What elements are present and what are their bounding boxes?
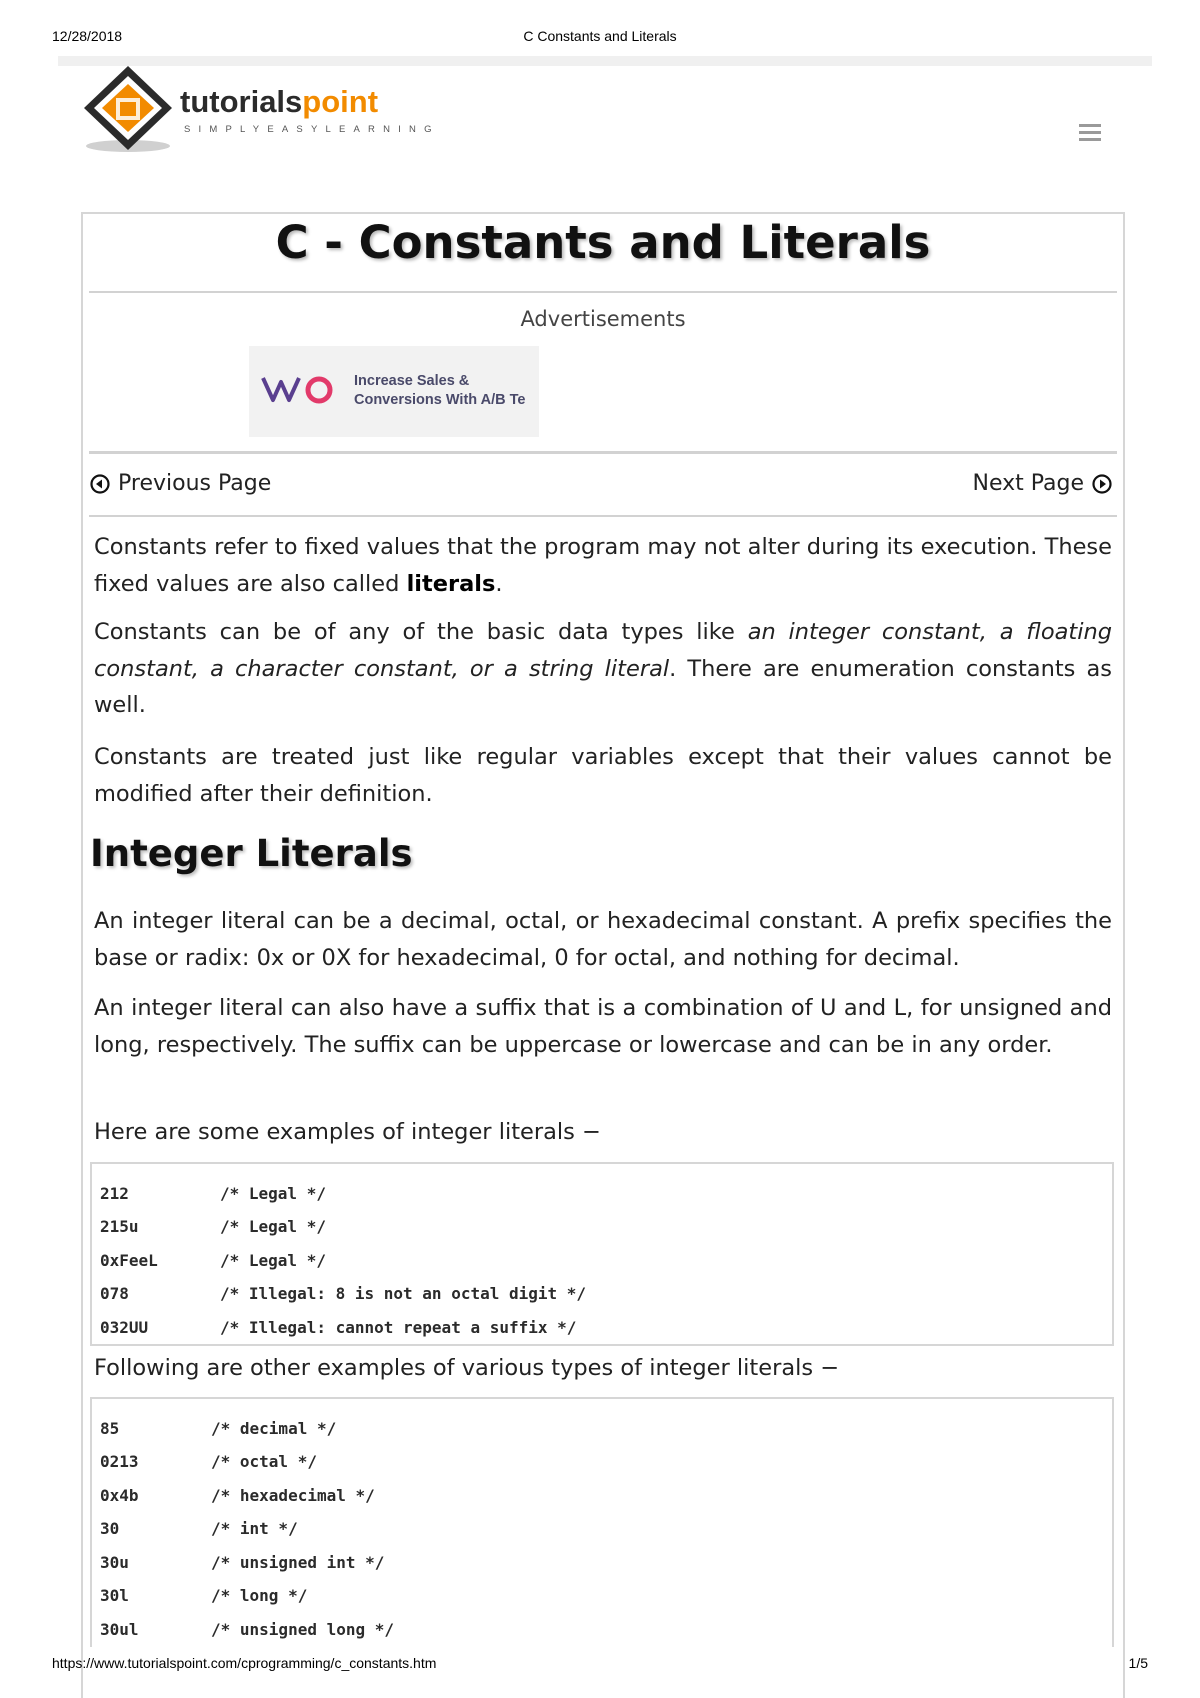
code-line: 215u /* Legal */ bbox=[100, 1217, 326, 1236]
site-logo[interactable] bbox=[78, 62, 438, 172]
code-line: 212 /* Legal */ bbox=[100, 1184, 326, 1203]
data-types-paragraph: Constants can be of any of the basic data types like an integer constant, a floating constant, a character constant, or a string literal. There are enumeration constants as well. bbox=[94, 619, 1112, 718]
print-doc-title: C Constants and Literals bbox=[523, 28, 677, 44]
code-block bbox=[90, 1162, 1114, 1346]
code-line: 0213 /* octal */ bbox=[100, 1452, 317, 1471]
code-line: 0xFeeL /* Legal */ bbox=[100, 1251, 326, 1270]
integer-literal-paragraph: An integer literal can be a decimal, octal, or hexadecimal constant. A prefix specifies the base or radix: 0x or 0X for hexadecimal, 0 for octal, and nothing for decimal. bbox=[94, 908, 1112, 971]
arrow-circle-left-icon bbox=[90, 474, 110, 494]
suffix-paragraph: An integer literal can also have a suffix that is a combination of U and L, for unsigned and long, respectively. The suffix can be uppercase or lowercase and can be in any order. bbox=[94, 995, 1112, 1058]
code-line: 30 /* int */ bbox=[100, 1519, 298, 1538]
print-url: https://www.tutorialspoint.com/cprogramming/c_constants.htm bbox=[52, 1655, 437, 1671]
code-line: 30u /* unsigned int */ bbox=[100, 1553, 385, 1572]
brand-name: tutorialspoint bbox=[180, 84, 379, 119]
print-date: 12/28/2018 bbox=[52, 28, 123, 44]
vwo-logo-icon bbox=[261, 374, 341, 404]
intro-paragraph: Constants refer to fixed values that the program may not alter during its execution. These fixed values are also called literals. bbox=[94, 534, 1112, 597]
other-examples-intro: Following are other examples of various types of integer literals − bbox=[94, 1355, 840, 1381]
code-block bbox=[90, 1397, 1114, 1647]
print-page-number: 1/5 bbox=[1128, 1655, 1148, 1671]
next-page-link[interactable] bbox=[972, 471, 1112, 496]
divider bbox=[89, 291, 1117, 293]
logo-emblem-icon bbox=[78, 62, 178, 162]
code-line: 30ul /* unsigned long */ bbox=[100, 1620, 395, 1639]
print-header bbox=[52, 28, 1148, 48]
hamburger-icon[interactable] bbox=[1079, 124, 1101, 142]
constants-paragraph: Constants are treated just like regular variables except that their values cannot be modified after their definition. bbox=[94, 744, 1112, 807]
code-line: 078 /* Illegal: 8 is not an octal digit */ bbox=[100, 1284, 587, 1303]
section-heading: Integer Literals bbox=[90, 832, 413, 875]
previous-page-label: Previous Page bbox=[118, 471, 272, 496]
code-line: 0x4b /* hexadecimal */ bbox=[100, 1486, 375, 1505]
next-page-label: Next Page bbox=[972, 471, 1084, 496]
ad-text: Increase Sales & Conversions With A/B Te bbox=[354, 373, 526, 408]
ads-label: Advertisements bbox=[520, 307, 686, 331]
code-line: 85 /* decimal */ bbox=[100, 1419, 337, 1438]
code-line: 30l /* long */ bbox=[100, 1586, 308, 1605]
ad-banner[interactable] bbox=[249, 346, 539, 437]
page-title: C - Constants and Literals bbox=[275, 216, 931, 269]
brand-tagline: SIMPLYEASYLEARNING bbox=[184, 124, 440, 135]
examples-intro: Here are some examples of integer literals − bbox=[94, 1119, 601, 1145]
divider bbox=[89, 451, 1117, 454]
divider bbox=[89, 515, 1117, 517]
previous-page-link[interactable] bbox=[90, 471, 271, 496]
code-line: 032UU /* Illegal: cannot repeat a suffix */ bbox=[100, 1318, 577, 1337]
arrow-circle-right-icon bbox=[1092, 474, 1112, 494]
